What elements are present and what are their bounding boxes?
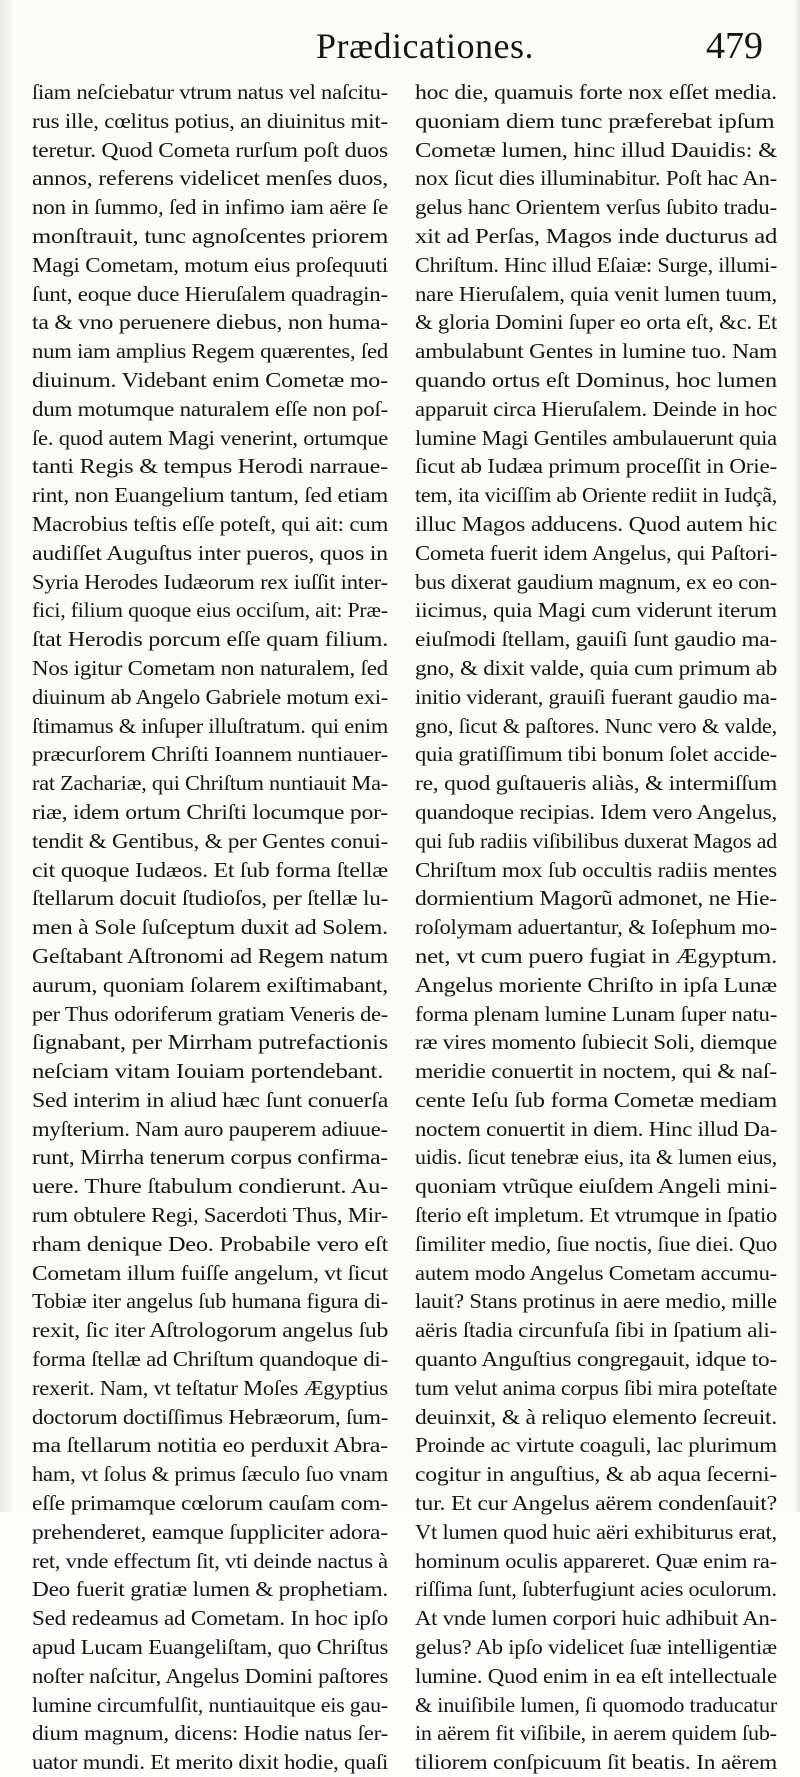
- text-line: per Thus odoriferum gratiam Veneris de-: [32, 1001, 388, 1026]
- text-line: tendit & Gentibus, & per Gentes conui-: [32, 828, 388, 853]
- text-line: net, vt cum puero fugiat in Ægyptum.: [415, 943, 777, 968]
- text-line: ſe. quod autem Magi venerint, ortumque: [32, 425, 388, 450]
- text-line: quando ortus eſt Dominus, hoc lumen: [415, 367, 777, 392]
- text-line: dium magnum, dicens: Hodie natus ſer-: [32, 1721, 388, 1746]
- text-line: num iam amplius Regem quærentes, ſed: [32, 339, 388, 364]
- text-line: tem, ita viciſſim ab Oriente rediit in Iudçã,: [415, 483, 777, 508]
- text-line: neſciam vitam Iouiam portendebant.: [32, 1059, 384, 1084]
- text-line: & inuiſibile lumen, ſi quomodo traducatur: [415, 1692, 777, 1717]
- running-title: Prædicationes.: [316, 26, 534, 66]
- text-line: lauit? Stans protinus in aere medio, mille: [415, 1289, 777, 1314]
- text-line: autem modo Angelus Cometam accumu-: [415, 1260, 777, 1285]
- page-number: 479: [706, 25, 763, 67]
- text-line: roſolymam aduertantur, & Ioſephum mo-: [415, 915, 777, 940]
- text-line: noſter naſcitur, Angelus Domini paſtores: [32, 1663, 388, 1688]
- text-line: illuc Magos adducens. Quod autem hic: [415, 511, 777, 536]
- text-line: tum velut anima corpus ſibi mira poteſtate: [415, 1375, 777, 1400]
- text-line: Vt lumen quod huic aëri exhibiturus erat,: [415, 1519, 777, 1544]
- text-line: gno, & dixit valde, quia cum primum ab: [415, 655, 777, 680]
- text-line: Magi Cometam, motum eius proſequuti: [32, 252, 388, 277]
- text-line: Cometa fuerit idem Angelus, qui Paſtori-: [415, 540, 777, 565]
- text-line: ſiam neſciebatur vtrum natus vel naſcitu-: [32, 80, 388, 104]
- text-line: quanto Anguſtius congregauit, idque to-: [415, 1347, 777, 1372]
- text-line: ſterio eſt impletum. Et vtrumque in ſpatio: [415, 1203, 777, 1228]
- text-line: aëris ſtadia circunfuſa ſibi in ſpatium ali-: [415, 1318, 777, 1343]
- text-line: gno, ſicut & paſtores. Nunc vero & valde,: [415, 713, 777, 738]
- text-line: re, quod guſtaueris aliàs, & intermiſſum: [415, 771, 777, 796]
- text-line: prehenderet, eamque ſuppliciter adora-: [32, 1519, 388, 1544]
- text-line: meridie conuertit in noctem, qui & naſ-: [415, 1059, 777, 1084]
- text-line: men à Sole ſuſceptum duxit ad Solem.: [32, 915, 388, 940]
- text-line: in aërem fit viſibile, in aerem quidem ſub-: [415, 1721, 777, 1746]
- text-line: monſtrauit, tunc agnoſcentes priorem: [32, 223, 388, 248]
- text-line: ſicut ab Iudæa primum proceſſit in Orie-: [415, 454, 777, 479]
- text-line: gelus hanc Orientem verſus ſubito tradu-: [415, 195, 777, 220]
- text-line: diuinum ab Angelo Gabriele motum exi-: [32, 684, 388, 709]
- text-line: fici, filium quoque eius occiſum, ait: Præ-: [32, 598, 388, 623]
- text-line: Chriſtum. Hinc illud Eſaiæ: Surge, illumi-: [415, 252, 777, 277]
- text-line: ſunt, eoque duce Hieruſalem quadragin-: [32, 281, 388, 306]
- text-line: deuinxit, & à reliquo elemento ſecreuit.: [415, 1404, 777, 1429]
- text-line: rus ille, cœlitus potius, an diuinitus mit-: [32, 108, 388, 133]
- text-line: & gloria Domini ſuper eo orta eſt, &c. Et: [415, 310, 777, 335]
- text-line: ſtat Herodis porcum eſſe quam filium.: [32, 627, 388, 652]
- text-line: Tobiæ iter angelus ſub humana figura di-: [32, 1289, 388, 1314]
- text-line: teretur. Quod Cometa rurſum poſt duos: [32, 137, 388, 162]
- text-line: audiſſet Auguſtus inter pueros, quos in: [32, 540, 388, 565]
- text-line: runt, Mirrha tenerum corpus confirma-: [32, 1145, 388, 1170]
- text-line: Angelus moriente Chriſto in ipſa Lunæ: [415, 972, 777, 997]
- page-edge-shadow: [794, 0, 800, 1512]
- text-line: Macrobius teſtis eſſe poteſt, qui ait: cum: [32, 511, 388, 536]
- text-line: non in ſummo, ſed in infimo iam aëre ſe: [32, 195, 388, 220]
- text-line: ſtellarum docuit ſtudioſos, per ſtellæ lu-: [32, 886, 388, 911]
- text-line: annos, referens videlicet menſes duos,: [32, 166, 388, 191]
- text-line: quandoque recipias. Idem vero Angelus,: [415, 799, 777, 824]
- text-line: lumine. Quod enim in ea eſt intellectuale: [415, 1663, 777, 1688]
- text-line: rexit, ſic iter Aſtrologorum angelus ſub: [32, 1318, 388, 1343]
- page-gutter-shadow: [0, 0, 14, 1512]
- text-line: initio viderant, grauiſi fuerant gaudio ma-: [415, 684, 777, 709]
- text-line: dum motumque naturalem eſſe non poſ-: [32, 396, 388, 421]
- text-line: lumine Magi Gentiles ambulauerunt quia: [415, 425, 777, 450]
- text-line: tiliorem conſpicuum ſit beatis. In aërem: [415, 1750, 777, 1775]
- text-line: Cometam illum fuiſſe angelum, vt ſicut: [32, 1260, 388, 1285]
- text-line: cente Ieſu ſub forma Cometæ mediam: [415, 1087, 777, 1112]
- text-line: rint, non Euangelium tantum, ſed etiam: [32, 483, 388, 508]
- text-line: Proinde ac virtute coaguli, lac plurimum: [415, 1433, 777, 1458]
- text-line: hominum oculis appareret. Quæ enim ra-: [415, 1548, 777, 1573]
- left-text-column: [32, 78, 388, 1777]
- text-line: iicimus, quia Magi cum viderunt iterum: [415, 598, 777, 623]
- text-line: rham denique Deo. Probabile vero eſt: [32, 1231, 388, 1256]
- text-line: ret, vnde effectum ſit, vti deinde nactus à: [32, 1548, 388, 1573]
- text-line: ham, vt ſolus & primus ſæculo ſuo vnam: [32, 1462, 388, 1487]
- text-line: At vnde lumen corpori huic adhibuit An-: [415, 1606, 777, 1631]
- text-line: ambulabunt Gentes in lumine tuo. Nam: [415, 339, 777, 364]
- text-line: rat Zachariæ, qui Chriſtum nuntiauit Ma-: [32, 771, 388, 796]
- text-line: uere. Thure ſtabulum condierunt. Au-: [32, 1174, 388, 1199]
- text-line: quoniam vtrũque eiuſdem Angeli mini-: [415, 1174, 777, 1199]
- text-line: quia gratiſſimum tibi bonum ſolet accide-: [415, 742, 777, 767]
- text-line: riſſima ſunt, ſubterfugiunt acies oculorum.: [415, 1577, 777, 1602]
- text-line: uator mundi. Et merito dixit hodie, quaſi: [32, 1750, 388, 1775]
- text-line: ma ſtellarum notitia eo perduxit Abra-: [32, 1433, 388, 1458]
- text-line: forma ſtellæ ad Chriſtum quandoque di-: [32, 1347, 388, 1372]
- right-text-column: [415, 78, 777, 1777]
- text-line: qui ſub radiis viſibilibus duxerat Magos ad: [415, 828, 777, 853]
- text-line: quoniam diem tunc præferebat ipſum: [415, 108, 775, 133]
- text-line: doctorum doctiſſimus Hebræorum, ſum-: [32, 1404, 388, 1429]
- text-line: Geſtabant Aſtronomi ad Regem natum: [32, 943, 388, 968]
- text-line: bus dixerat gaudium magnum, ex eo con-: [415, 569, 777, 594]
- text-line: uidis. ſicut tenebræ eius, ita & lumen eius,: [415, 1145, 777, 1170]
- text-line: Deo fuerit gratiæ lumen & prophetiam.: [32, 1577, 388, 1602]
- text-line: rexerit. Nam, vt teſtatur Moſes Ægyptius: [32, 1375, 388, 1400]
- text-line: ſtimamus & inſuper illuſtratum. qui enim: [32, 713, 388, 738]
- text-line: apparuit circa Hieruſalem. Deinde in hoc: [415, 396, 777, 421]
- text-line: lumine circumfulſit, nuntiauitque eis gau-: [32, 1692, 388, 1717]
- text-line: ræ vires momento ſubiecit Soli, diemque: [415, 1030, 777, 1055]
- text-line: myſterium. Nam auro pauperem adiuue-: [32, 1116, 388, 1141]
- text-line: nare Hieruſalem, quia venit lumen tuum,: [415, 281, 777, 306]
- text-line: tur. Et cur Angelus aërem condenſauit?: [415, 1491, 777, 1516]
- text-line: Sed redeamus ad Cometam. In hoc ipſo: [32, 1606, 388, 1631]
- text-line: cit quoque Iudæos. Et ſub forma ſtellæ: [32, 857, 388, 882]
- text-line: aurum, quoniam ſolarem exiſtimabant,: [32, 972, 388, 997]
- text-line: apud Lucam Euangeliſtam, quo Chriſtus: [32, 1635, 388, 1660]
- text-line: Sed interim in aliud hæc ſunt conuerſa: [32, 1087, 388, 1112]
- text-line: ſignabant, per Mirrham putrefactionis: [32, 1030, 388, 1055]
- text-line: nox ſicut dies illuminabitur. Poſt hac An-: [415, 166, 777, 191]
- text-line: Nos igitur Cometam non naturalem, ſed: [32, 655, 388, 680]
- text-line: diuinum. Videbant enim Cometæ mo-: [32, 367, 388, 392]
- text-line: noctem conuertit in diem. Hinc illud Da-: [415, 1116, 777, 1141]
- text-line: tanti Regis & tempus Herodi narraue-: [32, 454, 388, 479]
- text-line: Syria Herodes Iudæorum rex iuſſit inter-: [32, 569, 388, 594]
- text-line: ſimiliter medio, ſiue noctis, ſiue diei. Quo: [415, 1231, 777, 1256]
- text-line: rum obtulere Regi, Sacerdoti Thus, Mir-: [32, 1203, 388, 1228]
- text-line: hoc die, quamuis forte nox eſſet media.: [415, 80, 777, 104]
- text-line: ta & vno peruenere diebus, non huma-: [32, 310, 388, 335]
- text-line: forma plenam lumine Lunam ſuper natu-: [415, 1001, 777, 1026]
- text-line: riæ, idem ortum Chriſti locumque por-: [32, 799, 388, 824]
- text-line: præcurſorem Chriſti Ioannem nuntiauer-: [32, 742, 388, 767]
- text-line: dormientium Magorũ admonet, ne Hie-: [415, 886, 777, 911]
- text-line: eiuſmodi ſtellam, gauiſi ſunt gaudio ma-: [415, 627, 777, 652]
- text-line: xit ad Perſas, Magos inde ducturus ad: [415, 223, 777, 248]
- text-line: Chriſtum mox ſub occultis radiis mentes: [415, 857, 777, 882]
- text-line: gelus? Ab ipſo videlicet ſuæ intelligentiæ: [415, 1635, 777, 1660]
- text-line: Cometæ lumen, hinc illud Dauidis: &: [415, 137, 777, 162]
- text-line: cogitur in anguſtius, & ab aqua ſecerni-: [415, 1462, 777, 1487]
- text-line: eſſe primamque cœlorum cauſam com-: [32, 1491, 388, 1516]
